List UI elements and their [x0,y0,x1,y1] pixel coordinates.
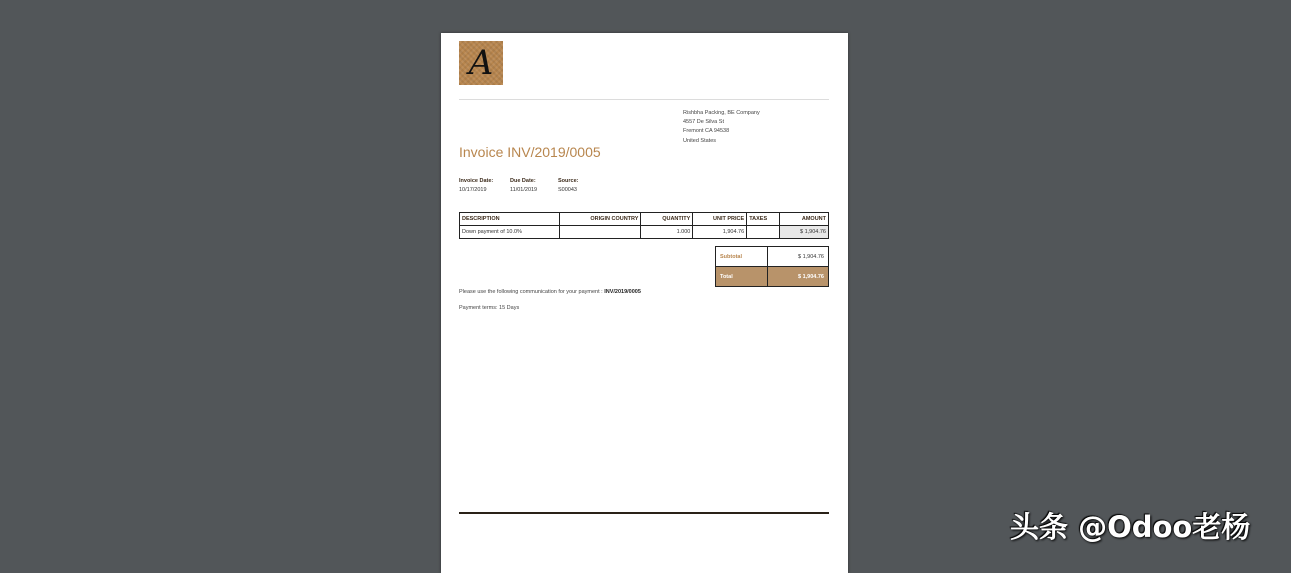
logo-letter: A [468,43,494,83]
invoice-page [441,33,848,573]
table-header-row [460,213,829,226]
watermark-text: 头条 @Odoo老杨 [1010,510,1251,544]
header-divider [459,99,829,100]
column-header-description: DESCRIPTION [460,213,560,226]
cell-taxes [747,226,780,239]
column-header-quantity: QUANTITY [641,213,693,226]
payment-terms: Payment terms: 15 Days [459,305,520,311]
total-label: Total [716,267,768,287]
total-value: $ 1,904.76 [767,267,828,287]
cell-unit-price: 1,904.76 [693,226,747,239]
company-address [683,109,760,146]
invoice-date-value: 10/17/2019 [459,187,487,193]
totals-table [715,246,829,287]
source-value: S00043 [558,187,577,193]
invoice-title: Invoice INV/2019/0005 [459,144,601,160]
address-line: 4557 De Silva St [683,119,724,126]
due-date-value: 11/01/2019 [510,187,538,193]
subtotal-label: Subtotal [716,247,768,267]
communication-reference: INV/2019/0005 [604,289,641,295]
column-header-unit-price: UNIT PRICE [693,213,747,226]
invoice-date-label: Invoice Date: [459,178,494,184]
column-header-amount: AMOUNT [780,213,829,226]
address-line: Fremont CA 94538 [683,128,730,135]
subtotal-value: $ 1,904.76 [767,247,828,267]
due-date-label: Due Date: [510,178,536,184]
company-logo [459,41,503,85]
total-row [716,267,829,287]
cell-origin-country [559,226,641,239]
cell-amount: $ 1,904.76 [780,226,829,239]
invoice-lines-table [459,212,829,239]
footer-divider [459,512,829,514]
cell-quantity: 1.000 [641,226,693,239]
invoice-date-block [459,177,493,195]
communication-text: Please use the following communication for your payment : [459,289,605,295]
cell-description: Down payment of 10.0% [460,226,560,239]
table-row [460,226,829,239]
subtotal-row [716,247,829,267]
column-header-taxes: TAXES [747,213,780,226]
address-line: Rishbha Packing, BE Company [683,110,760,116]
source-label: Source: [558,178,579,184]
due-date-block [510,177,537,195]
payment-communication [459,289,641,295]
address-line: United States [683,137,717,144]
column-header-origin-country: ORIGIN COUNTRY [559,213,641,226]
source-block [558,177,578,195]
